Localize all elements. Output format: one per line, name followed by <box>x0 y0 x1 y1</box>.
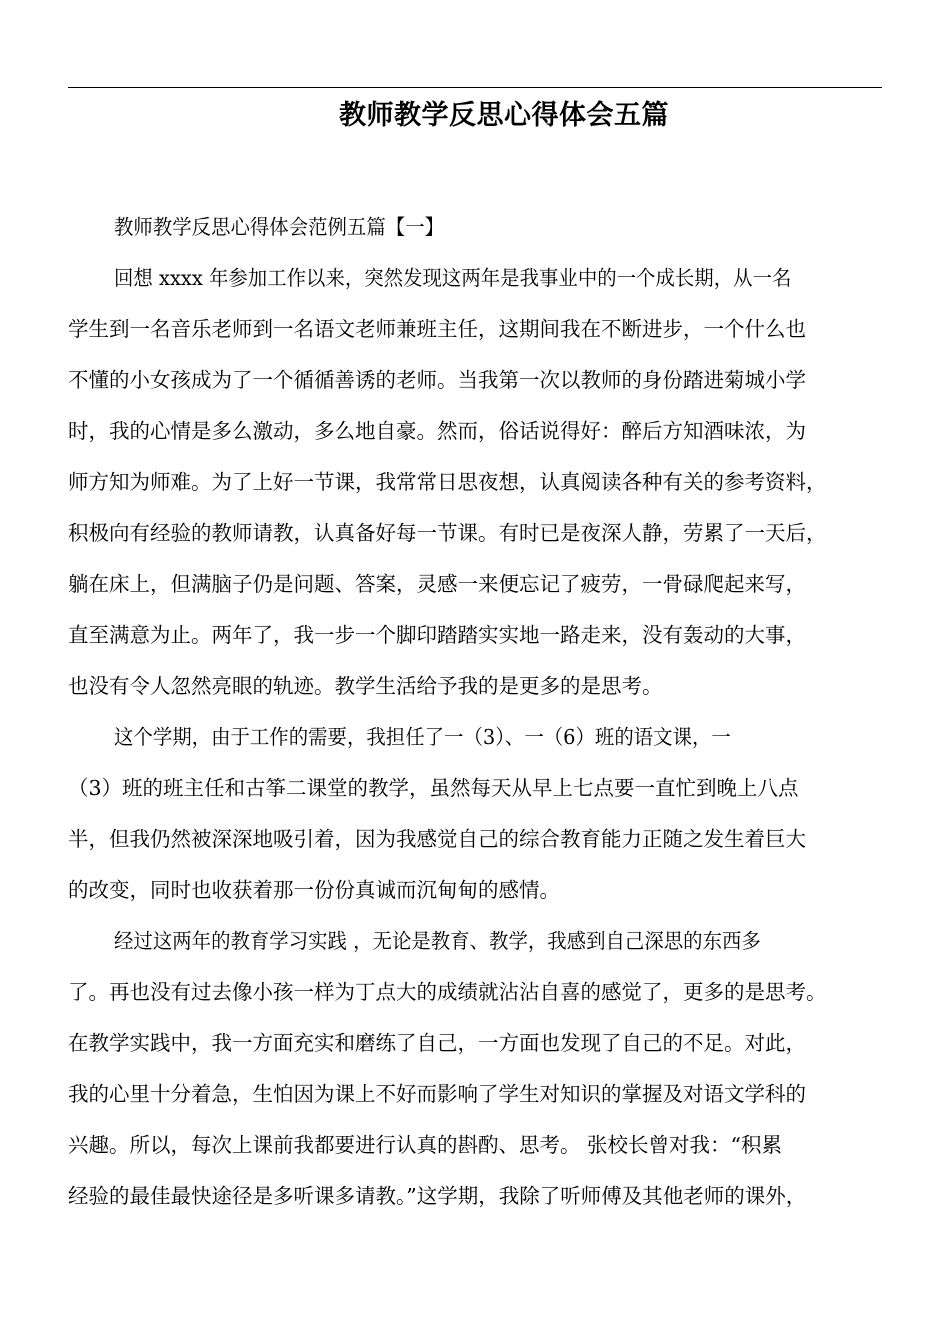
text-line: 这个学期，由于工作的需要，我担任了一（3）、一（6）班的语文课，一 <box>114 725 731 749</box>
text-line: 躺在床上，但满脑子仍是问题、答案，灵感一来便忘记了疲劳，一骨碌爬起来写， <box>68 572 806 596</box>
text-line: 在教学实践中，我一方面充实和磨练了自己，一方面也发现了自己的不足。对此， <box>68 1031 806 1055</box>
text-line: 也没有令人忽然亮眼的轨迹。教学生活给予我的是更多的是思考。 <box>68 674 663 698</box>
text-line: 不懂的小女孩成为了一个循循善诱的老师。当我第一次以教师的身份踏进菊城小学 <box>68 368 806 392</box>
text-line: 的改变，同时也收获着那一份份真诚而沉甸甸的感情。 <box>68 878 560 902</box>
text-line: 直至满意为止。两年了，我一步一个脚印踏踏实实地一路走来，没有轰动的大事， <box>68 623 806 647</box>
text-line: 回想 xxxx 年参加工作以来，突然发现这两年是我事业中的一个成长期，从一名 <box>114 266 792 290</box>
section-heading: 教师教学反思心得体会范例五篇【一】 <box>114 215 445 239</box>
text-line: 经验的最佳最快途径是多听课多请教。”这学期，我除了听师傅及其他老师的课外， <box>68 1184 807 1208</box>
text-line: 经过这两年的教育学习实践 ，无论是教育、教学，我感到自己深思的东西多 <box>114 929 761 953</box>
text-line: 积极向有经验的教师请教，认真备好每一节课。有时已是夜深人静，劳累了一天后， <box>68 521 827 545</box>
header-rule <box>68 87 882 88</box>
text-line: 半，但我仍然被深深地吸引着，因为我感觉自己的综合教育能力正随之发生着巨大 <box>68 827 806 851</box>
text-line: 兴趣。所以，每次上课前我都要进行认真的斟酌、思考。 张校长曾对我：“积累 <box>68 1133 782 1157</box>
document-title: 教师教学反思心得体会五篇 <box>339 100 669 131</box>
text-line: 学生到一名音乐老师到一名语文老师兼班主任，这期间我在不断进步，一个什么也 <box>68 317 806 341</box>
text-line: 时，我的心情是多么激动，多么地自豪。然而，俗话说得好：醉后方知酒味浓，为 <box>68 419 806 443</box>
text-line: （3）班的班主任和古筝二课堂的教学，虽然每天从早上七点要一直忙到晚上八点 <box>68 776 799 800</box>
text-line: 师方知为师难。为了上好一节课，我常常日思夜想，认真阅读各种有关的参考资料， <box>68 470 827 494</box>
text-line: 我的心里十分着急，生怕因为课上不好而影响了学生对知识的掌握及对语文学科的 <box>68 1082 806 1106</box>
text-line: 了。再也没有过去像小孩一样为丁点大的成绩就沾沾自喜的感觉了，更多的是思考。 <box>68 980 827 1004</box>
